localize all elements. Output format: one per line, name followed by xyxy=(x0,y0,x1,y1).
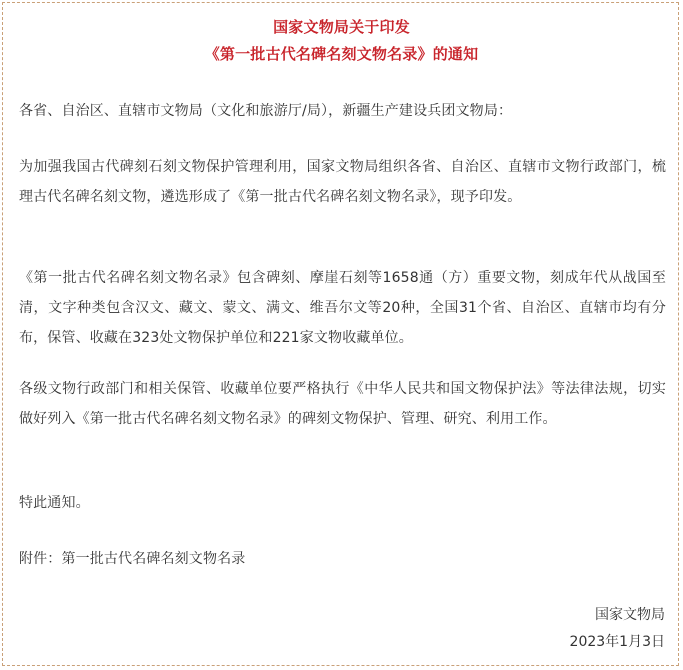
signature-date: 2023年1月3日 xyxy=(569,634,665,650)
notice-title-line-2: 《第一批古代名碑名刻文物名录》的通知 xyxy=(204,45,479,63)
notice-title-line-1: 国家文物局关于印发 xyxy=(273,18,410,36)
body-paragraph-3: 各级文物行政部门和相关保管、收藏单位要严格执行《中华人民共和国文物保护法》等法律法规，切实做好列入《第一批古代名碑名刻文物名录》的碑刻文物保护、管理、研究、利用工作。 xyxy=(19,381,666,427)
signature-organization: 国家文物局 xyxy=(595,607,665,623)
body-paragraph-2: 《第一批古代名碑名刻文物名录》包含碑刻、摩崖石刻等1658通（方）重要文物，刻成年代从战国至清，文字种类包含汉文、藏文、蒙文、满文、维吾尔文等20种，全国31个省、自治区、直辖市均有分布，保管、收藏在323处文物保护单位和221家文物收藏单位。 xyxy=(19,270,666,346)
body-paragraph-1: 为加强我国古代碑刻石刻文物保护管理利用，国家文物局组织各省、自治区、直辖市文物行政部门，梳理古代名碑名刻文物，遴选形成了《第一批古代名碑名刻文物名录》，现予印发。 xyxy=(19,159,666,205)
salutation: 各省、自治区、直辖市文物局（文化和旅游厅/局），新疆生产建设兵团文物局： xyxy=(19,103,513,119)
closing-line: 特此通知。 xyxy=(19,495,90,511)
attachment-line: 附件：第一批古代名碑名刻文物名录 xyxy=(19,551,246,567)
